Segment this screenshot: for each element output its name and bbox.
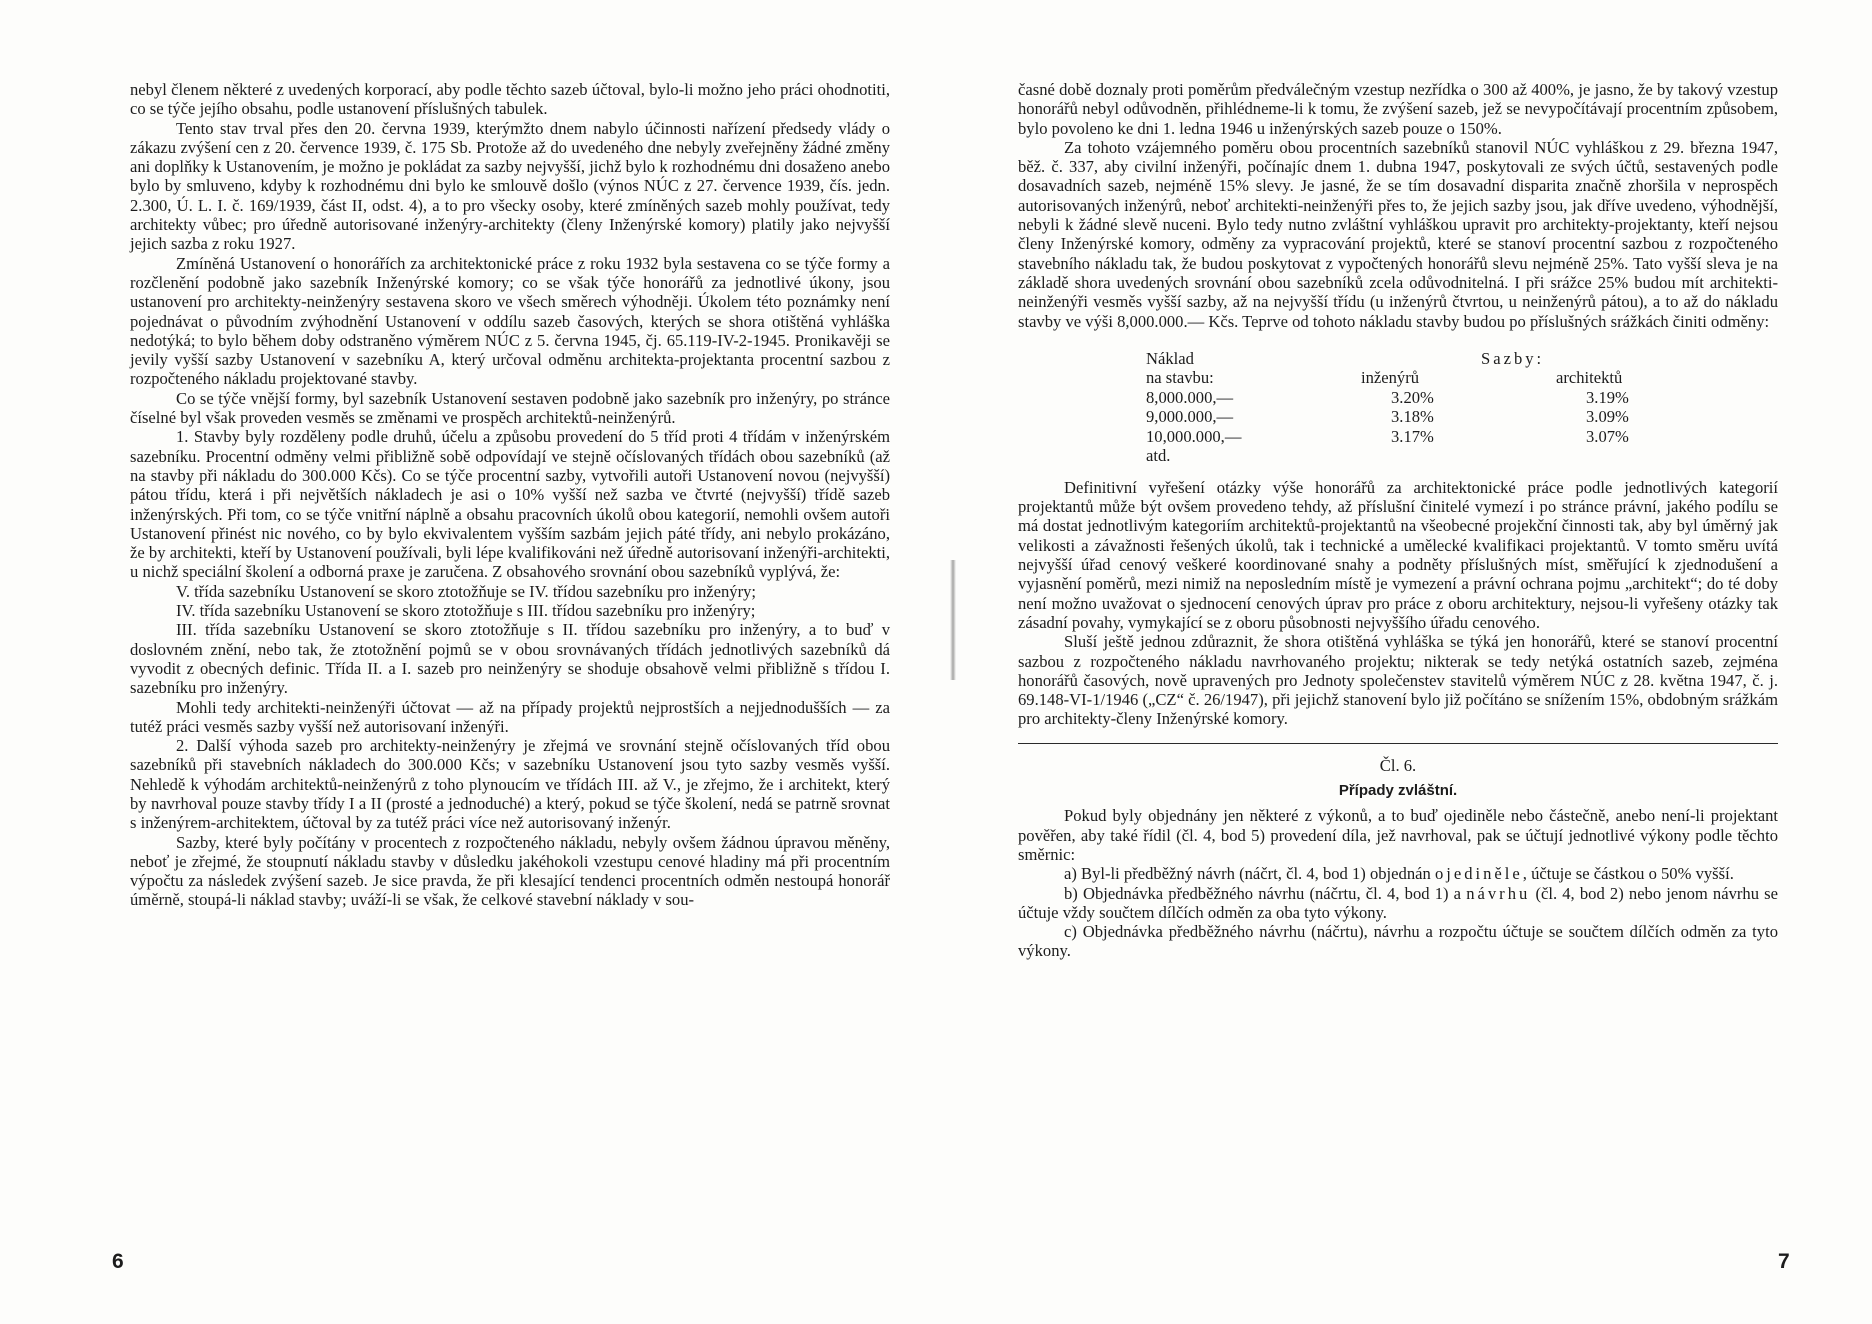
paragraph: IV. třída sazebníku Ustanovení se skoro ztotožňuje s III. třídou sazebníku pro inženýry; xyxy=(176,601,756,621)
paragraph: Mohli tedy architekti-neinženýři účtovat — až na případy projektů nejprostších a nejjednodušších — za tutéž práci vesměs sazby vyšší než autorisovaní inženýři. xyxy=(130,697,890,736)
paragraph: V. třída sazebníku Ustanovení se skoro ztotožňuje se IV. třídou sazebníku pro inženýry; xyxy=(176,581,757,601)
article-number: Čl. 6. xyxy=(1379,755,1417,775)
table-row xyxy=(1146,388,1736,408)
paragraph: Zmíněná Ustanovení o honorářích za architektonické práce z roku 1932 byla sestavena co se týče formy a rozčlenění podobně jako sazebník Inženýrské komory; co se však týče honorářů za jednotlivé úkony, jsou ustanovení pro architekty-neinženýry sestavena skoro ve všech směrech výhodněji. Úkolem této poznámky není pojednávat o původním zvýhodnění Ustanovení v oddílu sazeb časových, kterých se shora otištěná vyhláška nedotýká; to bylo během doby odstraněno výměrem NÚC z 5. června 1945, čj. 65.119-IV-2-1945. Pronikavěji se jevily vyšší sazby Ustanovení v sazebníku A, který určoval odměnu architekta-projektanta procentní sazbou z rozpočteného nákladu projektované stavby. xyxy=(130,253,890,389)
list-item-text: b) Objednávka předběžného návrhu (náčrtu, čl. 4, bod 1) a xyxy=(1064,883,1467,903)
section-divider xyxy=(1018,743,1778,744)
table-header-cost: Náklad xyxy=(1146,348,1194,368)
paragraph: nebyl členem některé z uvedených korporací, aby podle těchto sazeb účtoval, bylo-li možno jeho práci ohodnotiti, co se týče jejího obsahu, podle ustanovení příslušných tabulek. xyxy=(130,80,890,119)
paragraph: 1. Stavby byly rozděleny podle druhů, účelu a způsobu provedení do 5 tříd proti 4 třídám v inženýrském sazebníku. Procentní odměny velmi přibližně sobě odpovídají ve stejně očíslovaných třídách obou sazebníků (až na stavby při nákladu do 300.000 Kčs). Co se týče procentní sazby, vytvořili autoři Ustanovení novou (nejvyšší) pátou třídu, která i při největších nákladech je asi o 10% vyšší než sazba ve čtvrté (nejvyšší) třídě sazeb inženýrských. Při tom, co se týče vnitřní náplně a obsahu pracovních úkolů obou kategorií, nemohli ovšem autoři Ustanovení přinést nic nového, co by bylo ekvivalentem vyšším sazbám jejich páté třídy, ani nebylo prokázáno, že by architekti, kteří by Ustanovení používali, byli lépe kvalifikováni než úředně autorisovaní inženýři-architekti, u nichž speciální školení a odborná praxe je zaručena. Z obsahového srovnání obou sazebníků vyplývá, že: xyxy=(130,427,890,582)
table-cell-engineers: 3.18% xyxy=(1391,407,1434,427)
page-number: 7 xyxy=(1778,1250,1790,1273)
paragraph: Sluší ještě jednou zdůraznit, že shora otištěná vyhláška se týká jen honorářů, které se stanoví procentní sazbou z rozpočteného nákladu navrhovaného projektu; nikterak se tedy netýká ostatních sazeb, zejména honorářů časových, nově upravených pro Jednoty společenstev stavitelů výměrem NÚC z 28. května 1947, č. j. 69.148-VI-1/1946 („CZ“ č. 26/1947), při jejichž stanovení bylo již počítáno se snížením 15%, obdobným srážkám pro architekty-členy Inženýrské komory. xyxy=(1018,632,1778,729)
table-cell-cost: 9,000.000,— xyxy=(1146,407,1234,427)
paragraph: časné době doznaly proti poměrům předválečným vzestup nezřídka o 300 až 400%, je jasno, že by takový vzestup honorářů nebyl odůvodněn, přihlédneme-li k tomu, že zvýšení sazeb, jež se nevypočítávají procentním způsobem, bylo povoleno ke dni 1. ledna 1946 u inženýrských sazeb pouze o 150%. xyxy=(1018,80,1778,138)
list-item-text: a) Byl-li předběžný návrh (náčrt, čl. 4, bod 1) objednán xyxy=(1064,864,1435,884)
table-cell-architects: 3.19% xyxy=(1586,387,1629,407)
table-cell-cost: 8,000.000,— xyxy=(1146,387,1234,407)
paragraph: Tento stav trval přes den 20. června 1939, kterýmžto dnem nabylo účinnosti nařízení předsedy vlády o zákazu zvýšení cen z 20. července 1939, č. 175 Sb. Protože až do uvedeného dne nebyly zveřejněny žádné změny ani doplňky k Ustanovením, je možno je pokládat za sazby nejvyšší, jichž bylo k rozhodnému dni dosaženo anebo bylo by smluveno, kdyby k rozhodnému dni bylo ke smlouvě došlo (výnos NÚC z 27. července 1939, čís. jedn. 2.300, Ú. L. I. č. 169/1939, část II, odst. 4), a to pro všecky osoby, které zmíněných sazeb mohly používat, tedy architekty vůbec; pro úředně autorisované inženýry-architekty (členy Inženýrské komory) platily jako nejvyšší jejich sazba z roku 1927. xyxy=(130,118,890,254)
paragraph: 2. Další výhoda sazeb pro architekty-neinženýry je zřejmá ve srovnání stejně očíslovaných tříd obou sazebníků při stavebních nákladech do 300.000 Kčs; v sazebníku Ustanovení jsou tyto sazby vesměs vyšší. Nehledě k výhodám architektů-neinženýrů z toho plynoucím ve třídách III. až V., je zřejmo, že i architekt, který by navrhoval pouze stavby třídy I a II (prosté a jednoduché) a který, pokud se týče školení, nedá se patrně srovnat s inženýrem-architektem, účtoval by za tutéž práci více než autorisovaný inženýr. xyxy=(130,736,890,833)
left-page-text xyxy=(130,80,890,910)
table-cell-engineers: 3.17% xyxy=(1391,426,1434,446)
rates-table xyxy=(1146,349,1736,466)
table-header-rates: Sazby: xyxy=(1481,348,1545,368)
list-item-a xyxy=(1018,864,1778,883)
table-header-cost-sub: na stavbu: xyxy=(1146,368,1214,388)
right-page-text xyxy=(1018,80,1778,961)
table-cell-engineers: 3.20% xyxy=(1391,387,1434,407)
paragraph: Co se týče vnější formy, byl sazebník Ustanovení sestaven podobně jako sazebník pro inženýry, po stránce číselné byl však proveden vesměs se změnami ve prospěch architektů-neinženýrů. xyxy=(130,388,890,428)
paragraph: Pokud byly objednány jen některé z výkonů, a to buď ojediněle nebo částečně, anebo není-li projektant pověřen, aby také řídil (čl. 4, bod 5) provedení díla, jež navrhoval, pak se účtují jednotlivé výkony podle těchto směrnic: xyxy=(1018,806,1778,864)
table-header-architects: architektů xyxy=(1556,368,1623,388)
table-row xyxy=(1146,407,1736,427)
table-header-engineers: inženýrů xyxy=(1361,368,1420,388)
list-item-c: c) Objednávka předběžného návrhu (náčrtu), návrhu a rozpočtu účtuje se součtem dílčích odměn za tyto výkony. xyxy=(1018,922,1778,961)
table-cell-architects: 3.07% xyxy=(1586,426,1629,446)
list-item-text: , účtuje se částkou o 50% vyšší. xyxy=(1522,864,1734,884)
table-etc: atd. xyxy=(1146,446,1171,466)
right-page xyxy=(936,0,1872,1324)
table-row xyxy=(1146,427,1736,447)
list-item-b xyxy=(1018,884,1778,923)
page-number: 6 xyxy=(112,1250,124,1273)
emphasis-text: ojediněle xyxy=(1434,864,1523,884)
list-item-text: (čl. 4, bod 2) nebo jenom návrhu se účtuje vždy součtem dílčích odměn za oba tyto výkony. xyxy=(1018,883,1778,922)
article-title: Případy zvláštní. xyxy=(1338,782,1458,800)
table-cell-cost: 10,000.000,— xyxy=(1146,426,1242,446)
paragraph: Sazby, které byly počítány v procentech z rozpočteného nákladu, nebyly ovšem žádnou úpravou měněny, neboť je zřejmé, že stoupnutí nákladu stavby v důsledku jakéhokoli vzestupu cenové hladiny má při procentním výpočtu za následek zvýšení sazeb. Je sice pravda, že při klesající tendenci procentních odměn nestoupá honorář úměrně, stoupá-li náklad stavby; uváží-li se však, že celkové stavební náklady v sou- xyxy=(130,832,890,910)
paragraph: III. třída sazebníku Ustanovení se skoro ztotožňuje s II. třídou sazebníku pro inženýry, a to buď v doslovném znění, nebo tak, že ztotožnění pojmů se v obou srovnávaných třídách jednotlivých sazebníků dá vyvodit z obecných definic. Třída II. a I. sazeb pro neinženýry se shoduje obsahově velmi přibližně s třídou I. sazebníku pro inženýry. xyxy=(130,620,890,698)
table-cell-architects: 3.09% xyxy=(1586,407,1629,427)
emphasis-text: návrhu xyxy=(1466,883,1531,903)
paragraph: Za tohoto vzájemného poměru obou procentních sazebníků stanovil NÚC vyhláškou z 29. března 1947, běž. č. 337, aby civilní inženýři, počínajíc dnem 1. dubna 1947, poskytovali ze svých účtů, sestavených podle dosavadních sazeb, nejméně 15% slevy. Je jasné, že se tím dosavadní disparita značně zhoršila v neprospěch autorisovaných inženýrů, neboť architekti-neinženýři přes to, že jejich sazby jsou, jak dříve uvedeno, výhodnější, nebyli k žádné slevě nuceni. Bylo tedy nutno zvláštní vyhláškou upravit pro architekty-projektanty, kteří nejsou členy Inženýrské komory, odměny za vypracování projektů, které se stanoví procentní sazbou z rozpočteného stavebního nákladu tak, že budou poskytovat z vypočtených honorářů slevu nejméně 25%. Tato vyšší sleva je na základě shora uvedených srovnání obou sazebníků zcela odůvodnitelná. I při srážce 25% budou mít architekti-neinženýři vesměs vyšší sazby, až na nejvyšší třídu (u inženýrů čtvrtou, u neinženýrů pátou), a to až do nákladu stavby ve výši 8,000.000.— Kčs. Teprve od tohoto nákladu stavby budou po příslušných srážkách činiti odměny: xyxy=(1018,137,1778,331)
paragraph: Definitivní vyřešení otázky výše honorářů za architektonické práce podle jednotlivých kategorií projektantů může být ovšem provedeno tehdy, až příslušní činitelé vymezí i po stránce právní, jakého podílu se má dostat jednotlivým kategoriím architektů-projektantů na všeobecné projekční činnosti tak, aby byl úměrný jak velikosti a závažnosti řešených úkolů, tak i technické a umělecké kvalifikaci projektantů. V tomto směru uvítá nejvyšší úřad cenový veškeré koordinované snahy a podněty příslušných míst, směřující k zjednodušení a vyjasnění poměrů, mezi nimiž na neposledním místě je vymezení a právní ochrana pojmu „architekt“; do té doby není možno uvažovat o sjednocení cenových úprav pro práce z oboru architektury, nejsou-li vyřešeny otázky tak zásadní povahy, vymykající se z oboru působnosti nejvyššího úřadu cenového. xyxy=(1018,477,1778,632)
